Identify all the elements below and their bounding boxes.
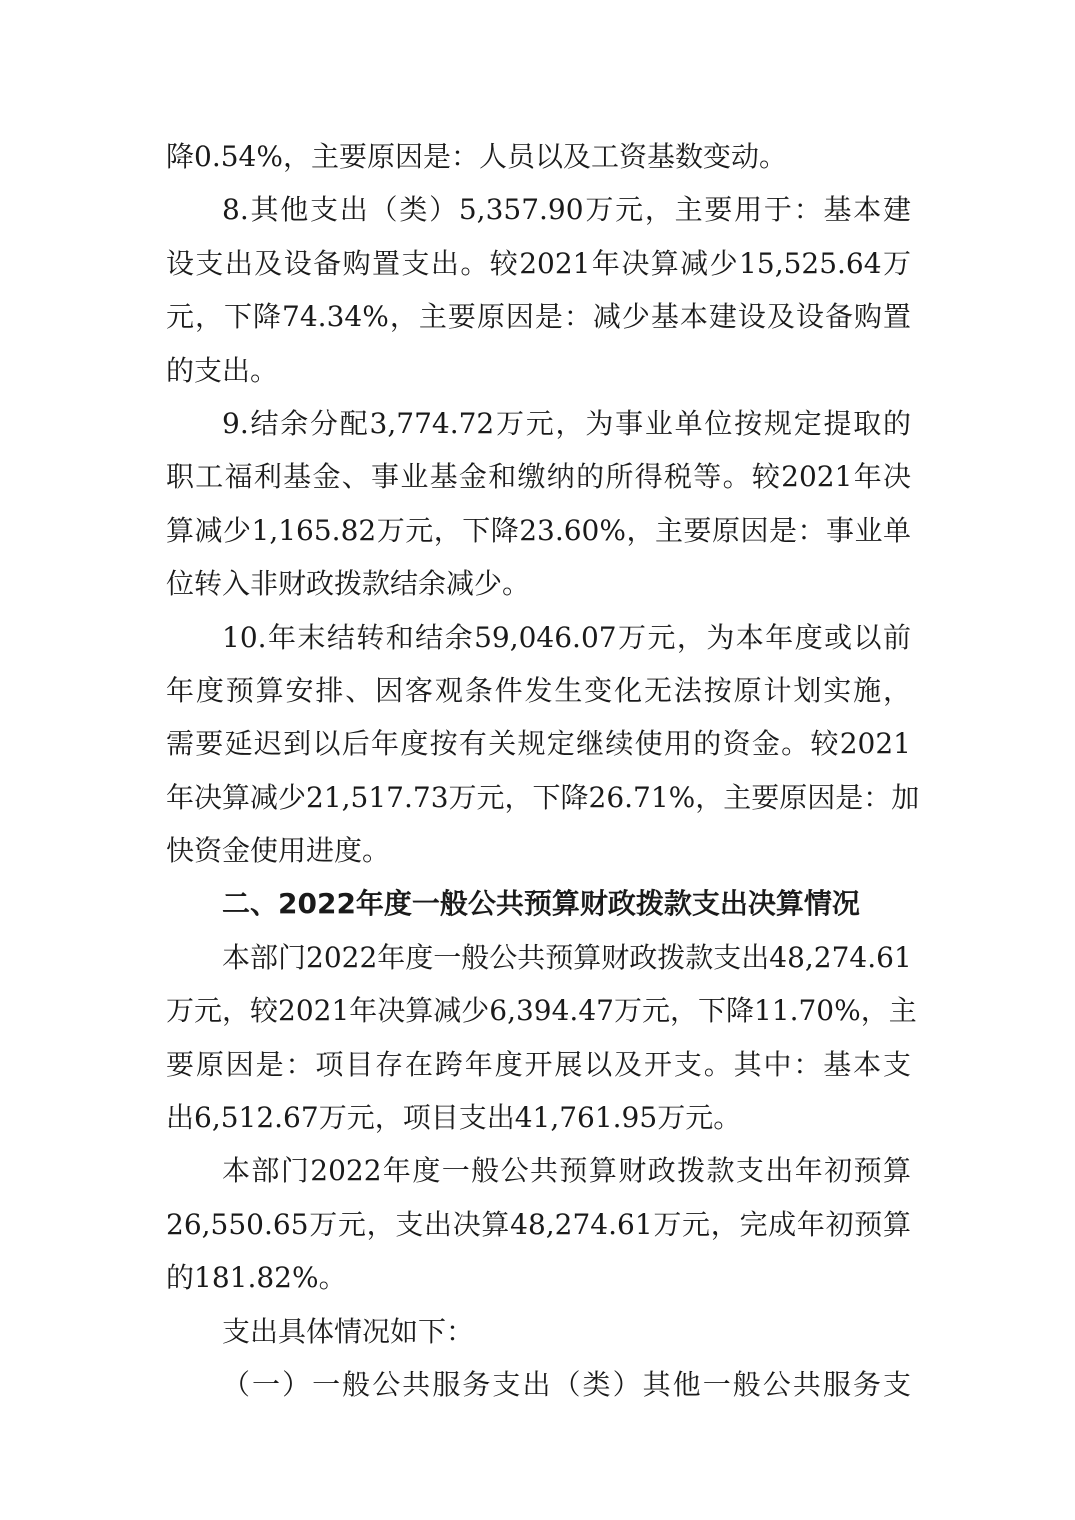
text-line: 需要延迟到以后年度按有关规定继续使用的资金。较2021 <box>166 727 911 761</box>
section-heading: 二、2022年度一般公共预算财政拨款支出决算情况 <box>222 887 860 921</box>
text-line: 本部门2022年度一般公共预算财政拨款支出48,274.61 <box>222 940 912 974</box>
text-line: 位转入非财政拨款结余减少。 <box>166 567 531 601</box>
text-line: 本部门2022年度一般公共预算财政拨款支出年初预算 <box>222 1154 911 1188</box>
text-line: 出6,512.67万元，项目支出41,761.95万元。 <box>166 1101 742 1135</box>
text-line: 年决算减少21,517.73万元，下降26.71%，主要原因是：加 <box>166 780 920 814</box>
text-line: 职工福利基金、事业基金和缴纳的所得税等。较2021年决 <box>166 460 911 494</box>
document-page <box>166 130 920 1411</box>
text-line: 9.结余分配3,774.72万元，为事业单位按规定提取的 <box>222 406 911 440</box>
text-line: 降0.54%，主要原因是：人员以及工资基数变动。 <box>166 140 787 173</box>
text-line: 元，下降74.34%，主要原因是：减少基本建设及设备购置 <box>166 300 911 334</box>
text-line: 快资金使用进度。 <box>166 834 391 868</box>
text-line: 26,550.65万元，支出决算48,274.61万元，完成年初预算 <box>166 1207 911 1241</box>
text-line: （一）一般公共服务支出（类）其他一般公共服务支 <box>222 1367 911 1401</box>
text-line: 的支出。 <box>166 353 279 387</box>
text-line: 年度预算安排、因客观条件发生变化无法按原计划实施， <box>166 673 911 707</box>
text-line: 万元，较2021年决算减少6,394.47万元，下降11.70%，主 <box>166 994 917 1028</box>
text-line: 的181.82%。 <box>166 1261 347 1295</box>
text-line: 要原因是：项目存在跨年度开展以及开支。其中：基本支 <box>166 1047 911 1081</box>
text-line: 10.年末结转和结余59,046.07万元，为本年度或以前 <box>222 620 911 654</box>
text-line: 设支出及设备购置支出。较2021年决算减少15,525.64万 <box>166 246 911 280</box>
text-line: 支出具体情况如下： <box>222 1314 475 1348</box>
text-line: 8.其他支出（类）5,357.90万元，主要用于：基本建 <box>222 193 911 227</box>
text-line: 算减少1,165.82万元，下降23.60%，主要原因是：事业单 <box>166 513 911 547</box>
